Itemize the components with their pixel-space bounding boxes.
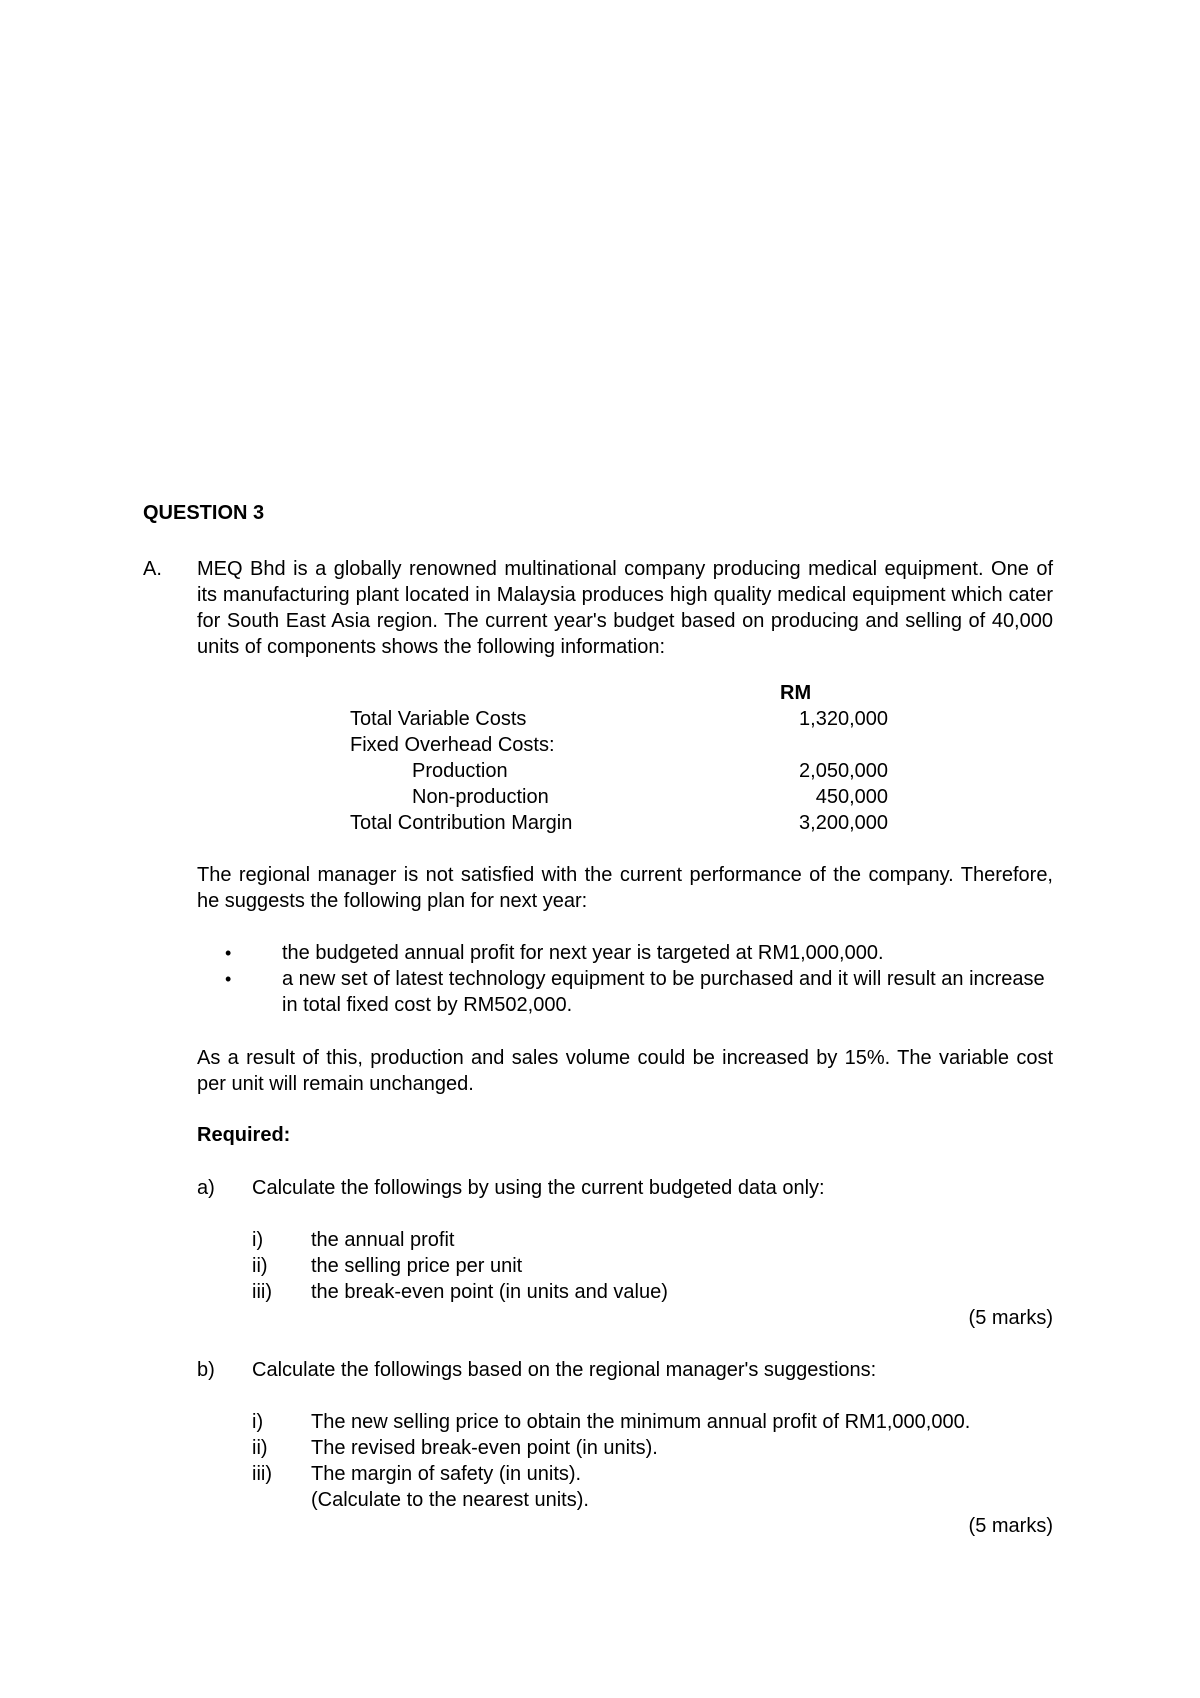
bullet-icon: • xyxy=(225,943,232,963)
list-item xyxy=(252,1227,1052,1253)
row-label: Non-production xyxy=(412,786,549,808)
item-text: The margin of safety (in units). xyxy=(311,1463,582,1485)
intro-paragraph: MEQ Bhd is a globally renowned multinational company producing medical equipment. One of its manufacturing plant located in Malaysia produces high quality medical equipment which cater for South East Asia region. The current year's budget based on producing and selling of 40,000 units of components shows the following information: xyxy=(197,558,1053,658)
part-b-items xyxy=(252,1409,1052,1513)
row-value: 450,000 xyxy=(815,786,888,808)
list-item xyxy=(252,1487,1052,1513)
item-number: i) xyxy=(252,1411,264,1433)
plan-bullet-list xyxy=(197,940,1053,1018)
list-item xyxy=(197,940,1053,966)
part-b-letter: b) xyxy=(197,1359,215,1381)
item-number: iii) xyxy=(252,1463,272,1485)
manager-paragraph: The regional manager is not satisfied with the current performance of the company. Therefore, he suggests the following plan for next year: xyxy=(197,864,1053,912)
row-value: 3,200,000 xyxy=(799,812,888,834)
part-a-text: Calculate the followings by using the current budgeted data only: xyxy=(252,1177,825,1199)
row-label: Total Variable Costs xyxy=(350,708,527,730)
item-text: The revised break-even point (in units). xyxy=(311,1437,658,1459)
item-number: i) xyxy=(252,1229,264,1251)
part-a-marks: (5 marks) xyxy=(968,1307,1053,1329)
result-paragraph: As a result of this, production and sales volume could be increased by 15%. The variable cost per unit will remain unchanged. xyxy=(197,1047,1053,1095)
part-b-text: Calculate the followings based on the regional manager's suggestions: xyxy=(252,1359,877,1381)
table-row xyxy=(350,784,910,810)
list-item xyxy=(252,1435,1052,1461)
row-label: Fixed Overhead Costs: xyxy=(350,734,555,756)
list-item xyxy=(252,1409,1052,1435)
part-a-items xyxy=(252,1227,1052,1305)
item-text: The new selling price to obtain the minimum annual profit of RM1,000,000. xyxy=(311,1411,971,1433)
item-text: the selling price per unit xyxy=(311,1255,523,1277)
required-label: Required: xyxy=(197,1124,291,1146)
question-heading: QUESTION 3 xyxy=(143,502,265,524)
bullet-icon: • xyxy=(225,969,232,989)
bullet-text: a new set of latest technology equipment to be purchased and it will result an increase in total fixed cost by RM502,000. xyxy=(282,968,1045,1016)
item-number: ii) xyxy=(252,1437,268,1459)
bullet-text: the budgeted annual profit for next year is targeted at RM1,000,000. xyxy=(282,942,884,964)
list-item xyxy=(197,966,1053,1018)
table-row xyxy=(350,732,910,758)
section-letter: A. xyxy=(143,558,162,580)
item-number: iii) xyxy=(252,1281,272,1303)
table-row xyxy=(350,706,910,732)
budget-table xyxy=(350,680,910,836)
item-text: the break-even point (in units and value) xyxy=(311,1281,668,1303)
part-a-letter: a) xyxy=(197,1177,215,1199)
item-text: the annual profit xyxy=(311,1229,455,1251)
row-value: 1,320,000 xyxy=(799,708,888,730)
row-label: Production xyxy=(412,760,508,782)
budget-table-header-row xyxy=(350,680,910,706)
list-item xyxy=(252,1461,1052,1487)
row-label: Total Contribution Margin xyxy=(350,812,573,834)
list-item xyxy=(252,1279,1052,1305)
row-value: 2,050,000 xyxy=(799,760,888,782)
table-row xyxy=(350,810,910,836)
list-item xyxy=(252,1253,1052,1279)
part-b-marks: (5 marks) xyxy=(968,1515,1053,1537)
calculation-note: (Calculate to the nearest units). xyxy=(311,1489,589,1511)
item-number: ii) xyxy=(252,1255,268,1277)
currency-header: RM xyxy=(780,682,812,704)
table-row xyxy=(350,758,910,784)
